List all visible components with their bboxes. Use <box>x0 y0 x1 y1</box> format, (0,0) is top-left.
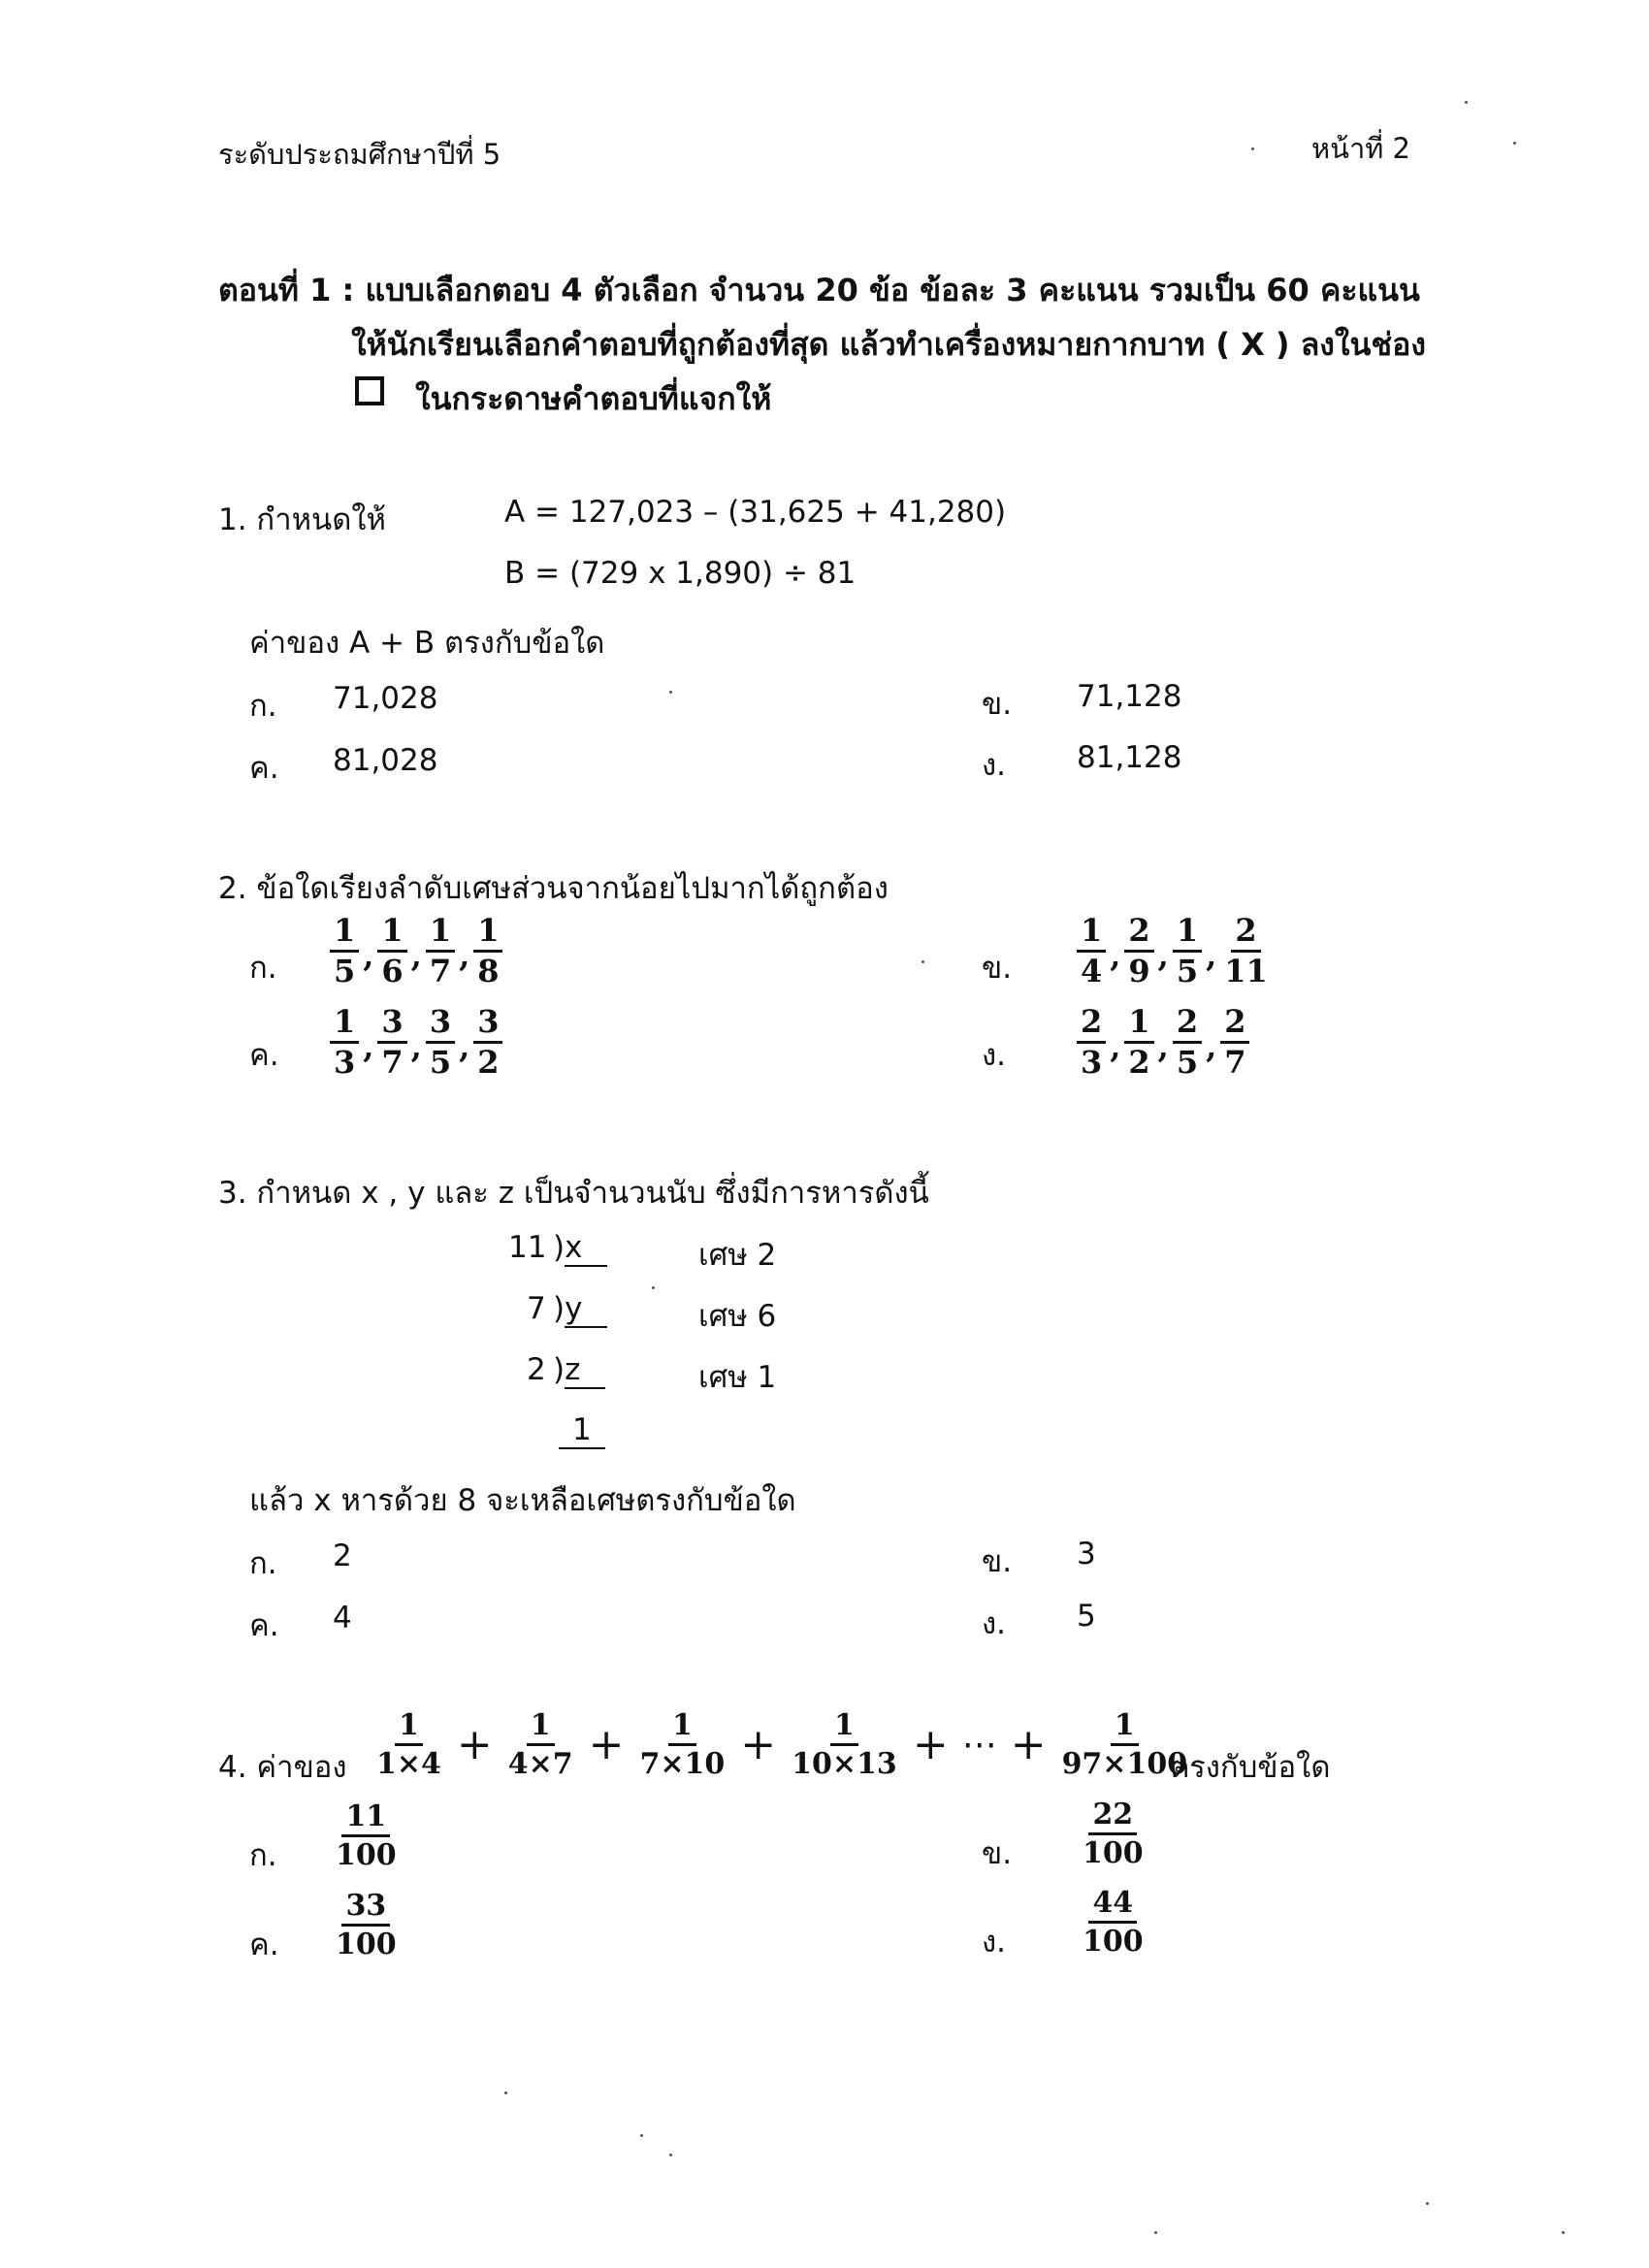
q3-final-quotient: 1 <box>559 1412 605 1449</box>
fraction: $\frac{1}{4\times 7}$ <box>507 1708 573 1781</box>
q1-question: ค่าของ A + B ตรงกับข้อใด <box>249 626 605 661</box>
scan-speck <box>1426 2202 1429 2205</box>
q1-label: 1. กำหนดให้ <box>218 502 386 537</box>
q1-equation-a: A = 127,023 – (31,625 + 41,280) <box>504 495 1007 530</box>
scan-speck <box>922 960 924 963</box>
scan-speck <box>1465 101 1468 104</box>
q1-choice-value[interactable]: 71,128 <box>1077 679 1182 714</box>
section-instructions-2: ในกระดาษคำตอบที่แจกให้ <box>415 380 772 417</box>
page-number: หน้าที่ 2 <box>1311 132 1411 165</box>
fraction: $\frac{3}{7}$ <box>377 1005 406 1080</box>
section-instructions: ให้นักเรียนเลือกคำตอบที่ถูกต้องที่สุด แล้วทำเครื่องหมายกากบาท ( X ) ลงในช่อง <box>351 326 1426 363</box>
q1-choice-letter[interactable]: ค. <box>249 751 279 786</box>
q3-division-bracket: )x <box>553 1230 607 1265</box>
q3-remainder: เศษ 1 <box>698 1360 777 1395</box>
q4-choice-letter[interactable]: ค. <box>249 1928 279 1962</box>
q1-choice-value[interactable]: 71,028 <box>333 681 438 716</box>
fraction: $\frac{11}{100}$ <box>336 1799 397 1872</box>
scan-speck <box>504 2091 507 2094</box>
fraction: $\frac{1}{97\times 100}$ <box>1061 1708 1188 1781</box>
section-title: ตอนที่ 1 : แบบเลือกตอบ 4 ตัวเลือก จำนวน 20 ข้อ ข้อละ 3 คะแนน รวมเป็น 60 คะแนน <box>218 272 1420 308</box>
fraction: $\frac{1}{5}$ <box>1173 914 1202 988</box>
fraction: $\frac{2}{11}$ <box>1224 912 1268 990</box>
plus-sign: + <box>588 1720 625 1769</box>
q4-choice-fraction[interactable] <box>330 1800 403 1871</box>
scan-speck <box>640 2134 643 2137</box>
scan-speck <box>669 2154 672 2156</box>
q3-choice-letter[interactable]: ข. <box>982 1544 1013 1579</box>
q4-choice-letter[interactable]: ข. <box>982 1836 1013 1871</box>
q2-choice-fractions[interactable]: $\frac{2}{3}$ , $\frac{1}{2}$ , $\frac{2}{5}$ , $\frac{2}{7}$ <box>1075 1005 1251 1080</box>
q1-choice-letter[interactable]: ก. <box>249 689 277 724</box>
plus-sign: + <box>1010 1720 1047 1769</box>
scan-speck <box>1251 147 1254 150</box>
fraction: $\frac{2}{9}$ <box>1124 914 1153 988</box>
q2-label: 2. ข้อใดเรียงลำดับเศษส่วนจากน้อยไปมากได้ถูกต้อง <box>218 871 889 906</box>
q3-question: แล้ว x หารด้วย 8 จะเหลือเศษตรงกับข้อใด <box>249 1483 796 1518</box>
q2-choice-fractions[interactable]: $\frac{1}{5}$ , $\frac{1}{6}$ , $\frac{1}{7}$ , $\frac{1}{8}$ <box>328 914 504 988</box>
q3-choice-value[interactable]: 3 <box>1077 1537 1096 1571</box>
fraction: $\frac{44}{100}$ <box>1083 1886 1144 1959</box>
fraction: $\frac{3}{5}$ <box>426 1005 455 1080</box>
q3-remainder: เศษ 6 <box>698 1299 777 1334</box>
fraction: $\frac{2}{3}$ <box>1077 1005 1106 1080</box>
q1-choice-value[interactable]: 81,128 <box>1077 740 1182 775</box>
q4-choice-letter[interactable]: ง. <box>982 1925 1006 1960</box>
fraction: $\frac{1}{8}$ <box>473 914 502 988</box>
q1-equation-b: B = (729 x 1,890) ÷ 81 <box>504 556 857 591</box>
grade-level: ระดับประถมศึกษาปีที่ 5 <box>218 138 501 171</box>
q1-choice-letter[interactable]: ง. <box>982 748 1006 783</box>
fraction: $\frac{2}{5}$ <box>1173 1005 1202 1080</box>
answer-checkbox-icon <box>355 376 384 405</box>
q4-label: 4. ค่าของ <box>218 1750 347 1785</box>
q3-choice-letter[interactable]: ก. <box>249 1546 277 1581</box>
q3-choice-value[interactable]: 5 <box>1077 1599 1096 1634</box>
q3-choice-value[interactable]: 4 <box>333 1601 352 1636</box>
q3-dividend: z <box>565 1352 605 1389</box>
q3-division-bracket: )z <box>553 1352 605 1387</box>
fraction: $\frac{1}{7\times 10}$ <box>639 1708 726 1781</box>
fraction: $\frac{33}{100}$ <box>336 1889 397 1961</box>
q4-choice-fraction[interactable] <box>1077 1887 1149 1958</box>
q2-choice-fractions[interactable]: $\frac{1}{4}$ , $\frac{2}{9}$ , $\frac{1}{5}$ , $\frac{2}{11}$ <box>1075 914 1274 988</box>
fraction: $\frac{1}{5}$ <box>330 914 359 988</box>
fraction: $\frac{2}{7}$ <box>1220 1005 1249 1080</box>
fraction: $\frac{1}{2}$ <box>1124 1005 1153 1080</box>
q4-choice-fraction[interactable] <box>330 1890 403 1960</box>
fraction: $\frac{3}{2}$ <box>473 1005 502 1080</box>
plus-sign: + <box>740 1720 777 1769</box>
fraction: $\frac{1}{6}$ <box>377 914 406 988</box>
scan-speck <box>1562 2231 1565 2234</box>
q4-choice-fraction[interactable] <box>1077 1798 1149 1869</box>
fraction: $\frac{22}{100}$ <box>1083 1798 1144 1870</box>
q3-label: 3. กำหนด x , y และ z เป็นจำนวนนับ ซึ่งมีการหารดังนี้ <box>218 1176 929 1211</box>
ellipsis: ⋯ <box>961 1725 997 1765</box>
fraction: $\frac{1}{3}$ <box>330 1005 359 1080</box>
fraction: $\frac{1}{10\times 13}$ <box>792 1708 897 1781</box>
q4-question-tail: ตรงกับข้อใด <box>1170 1750 1331 1785</box>
q4-choice-letter[interactable]: ก. <box>249 1838 277 1873</box>
scan-speck <box>652 1286 655 1289</box>
q3-divisor: 7 <box>527 1291 546 1326</box>
scan-speck <box>669 691 672 694</box>
q2-choice-letter[interactable]: ก. <box>249 951 277 986</box>
plus-sign: + <box>456 1720 493 1769</box>
q3-dividend: x <box>565 1230 607 1267</box>
q3-choice-letter[interactable]: ง. <box>982 1606 1006 1641</box>
q3-divisor: 2 <box>527 1352 546 1387</box>
q3-choice-value[interactable]: 2 <box>333 1539 352 1573</box>
q3-dividend: y <box>565 1291 607 1328</box>
q4-series <box>371 1709 1193 1780</box>
q3-divisor: 11 <box>508 1230 547 1265</box>
q3-remainder: เศษ 2 <box>698 1238 777 1273</box>
q2-choice-fractions[interactable]: $\frac{1}{3}$ , $\frac{3}{7}$ , $\frac{3}{5}$ , $\frac{3}{2}$ <box>328 1005 504 1080</box>
q2-choice-letter[interactable]: ข. <box>982 951 1013 986</box>
q3-choice-letter[interactable]: ค. <box>249 1608 279 1643</box>
q1-choice-letter[interactable]: ข. <box>982 687 1013 722</box>
q3-division-bracket: )y <box>553 1291 607 1326</box>
q1-choice-value[interactable]: 81,028 <box>333 743 438 778</box>
scan-speck <box>1513 142 1516 145</box>
fraction: $\frac{1}{7}$ <box>426 914 455 988</box>
q2-choice-letter[interactable]: ง. <box>982 1038 1006 1073</box>
fraction: $\frac{1}{4}$ <box>1077 914 1106 988</box>
q2-choice-letter[interactable]: ค. <box>249 1038 279 1073</box>
scan-speck <box>1154 2231 1157 2234</box>
plus-sign: + <box>912 1720 949 1769</box>
fraction: $\frac{1}{1\times 4}$ <box>376 1708 441 1781</box>
